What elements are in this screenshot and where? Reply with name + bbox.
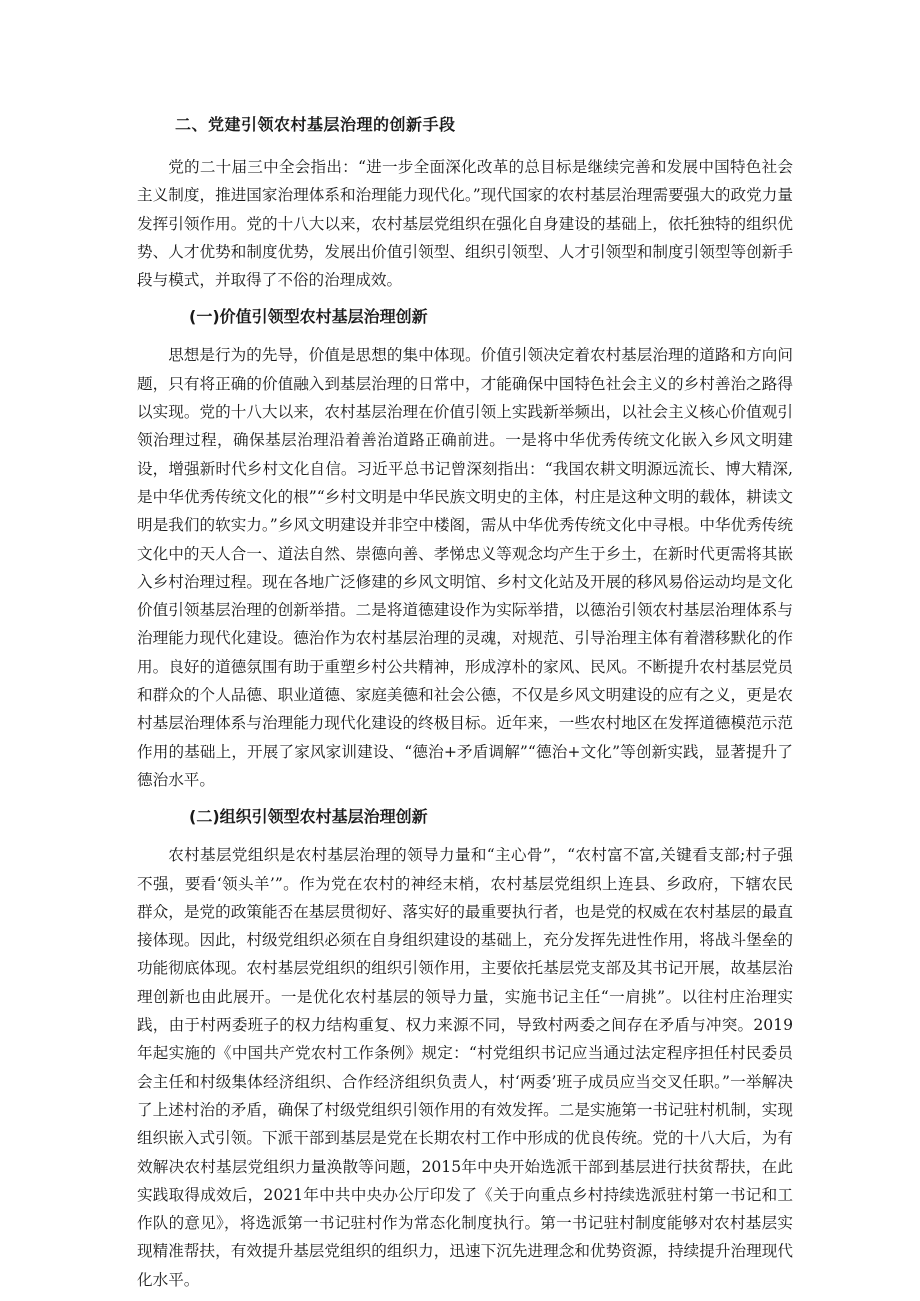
subsection-title-value-led: (一)价值引领型农村基层治理创新 (189, 307, 428, 327)
subsection-title-organization-led: (二)组织引领型农村基层治理创新 (189, 807, 428, 827)
section-title: 二、党建引领农村基层治理的创新手段 (175, 115, 456, 134)
subsection-paragraph-organization-led: 农村基层党组织是农村基层治理的领导力量和“主心骨”，“农村富不富,关键看支部;村子强不强，要看‘领头羊’”。作为党在农村的神经末梢，农村基层党组织上连县、乡政府，下辖农民群众，是党的政策能否在基层贯彻好、落实好的最重要执行者，也是党的权威在农村基层的最直接体现。因此，村级党组织必须在自身组织建设的基础上，充分发挥先进性作用，将战斗堡垒的功能彻底体现。农村基层党组织的组织引领作用，主要依托基层党支部及其书记开展，故基层治理创新也由此展开。一是优化农村基层的领导力量，实施书记主任“一肩挑”。以往村庄治理实践，由于村两委班子的权力结构重复、权力来源不同，导致村两委之间存在矛盾与冲突。2019年起实施的《中国共产党农村工作条例》规定：“村党组织书记应当通过法定程序担任村民委员会主任和村级集体经济组织、合作经济组织负责人，村‘两委’班子成员应当交叉任职。”一举解决了上述村治的矛盾，确保了村级党组织引领作用的有效发挥。二是实施第一书记驻村机制，实现组织嵌入式引领。下派干部到基层是党在长期农村工作中形成的优良传统。党的十八大后，为有效解决农村基层党组织力量涣散等问题，2015年中央开始选派干部到基层进行扶贫帮扶，在此实践取得成效后，2021年中共中央办公厅印发了《关于向重点乡村持续选派驻村第一书记和工作队的意见》，将选派第一书记驻村作为常态化制度执行。第一书记驻村制度能够对农村基层实现精准帮扶，有效提升基层党组织的组织力，迅速下沉先进理念和优势资源，持续提升治理现代化水平。 (137, 846, 793, 1289)
intro-paragraph: 党的二十届三中全会指出：“进一步全面深化改革的总目标是继续完善和发展中国特色社会主义制度，推进国家治理体系和治理能力现代化。”现代国家的农村基层治理需要强大的政党力量发挥引领作用。党的十八大以来，农村基层党组织在强化自身建设的基础上，依托独特的组织优势、人才优势和制度优势，发展出价值引领型、组织引领型、人才引领型和制度引领型等创新手段与模式，并取得了不俗的治理成效。 (137, 158, 793, 290)
subsection-paragraph-value-led: 思想是行为的先导，价值是思想的集中体现。价值引领决定着农村基层治理的道路和方向问题，只有将正确的价值融入到基层治理的日常中，才能确保中国特色社会主义的乡村善治之路得以实现。党的十八大以来，农村基层治理在价值引领上实践新举频出，以社会主义核心价值观引领治理过程，确保基层治理沿着善治道路正确前进。一是将中华优秀传统文化嵌入乡风文明建设，增强新时代乡村文化自信。习近平总书记曾深刻指出：“我国农耕文明源远流长、博大精深,是中华优秀传统文化的根”“乡村文明是中华民族文明史的主体，村庄是这种文明的载体，耕读文明是我们的软实力。”乡风文明建设并非空中楼阁，需从中华优秀传统文化中寻根。中华优秀传统文化中的天人合一、道法自然、崇德向善、孝悌忠义等观念均产生于乡土，在新时代更需将其嵌入乡村治理过程。现在各地广泛修建的乡风文明馆、乡村文化站及开展的移风易俗运动均是文化价值引领基层治理的创新举措。二是将道德建设作为实际举措，以德治引领农村基层治理体系与治理能力现代化建设。德治作为农村基层治理的灵魂，对规范、引导治理主体有着潜移默化的作用。良好的道德氛围有助于重塑乡村公共精神，形成淳朴的家风、民风。不断提升农村基层党员和群众的个人品德、职业道德、家庭美德和社会公德，不仅是乡风文明建设的应有之义，更是农村基层治理体系与治理能力现代化建设的终极目标。近年来，一些农村地区在发挥道德模范示范作用的基础上，开展了家风家训建设、“德治+矛盾调解”“德治+文化”等创新实践，显著提升了德治水平。 (137, 346, 793, 789)
article-body (137, 112, 793, 1300)
